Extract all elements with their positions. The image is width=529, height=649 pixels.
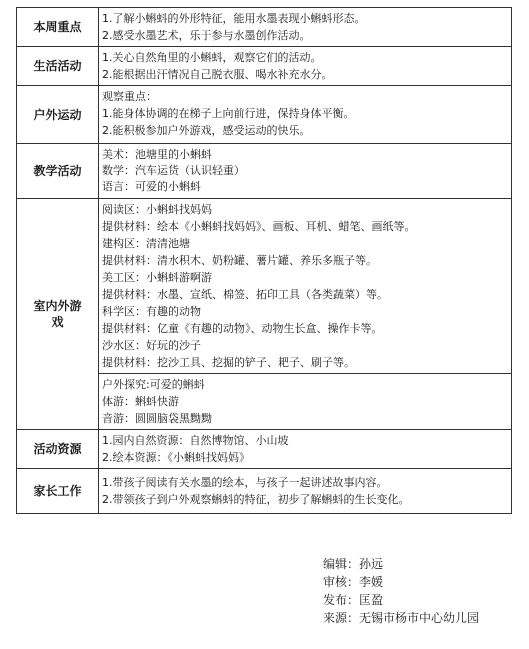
content-line: 2.带领孩子到户外观察蝌蚪的特征，初步了解蝌蚪的生长变化。 (102, 493, 410, 506)
content-line: 沙水区：好玩的沙子 (102, 339, 201, 352)
content-line: 2.感受水墨艺术，乐于参与水墨创作活动。 (102, 29, 311, 42)
content-line: 2.能根据出汗情况自己脱衣服、喝水补充水分。 (102, 68, 333, 81)
table-row (17, 47, 512, 86)
table-row (17, 430, 512, 469)
row-content-parents (99, 469, 512, 514)
row-label-outdoor: 户外运动 (17, 86, 99, 144)
source-credit: 来源：无锡市杨市中心幼儿园 (323, 611, 480, 625)
content-line: 提供材料：挖沙工具、挖掘的铲子、耙子、刷子等。 (102, 356, 355, 369)
content-line: 提供材料：绘本《小蝌蚪找妈妈》、画板、耳机、蜡笔、画纸等。 (102, 220, 416, 233)
content-line: 1.了解小蝌蚪的外形特征，能用水墨表现小蝌蚪形态。 (102, 12, 366, 25)
content-line: 音游：圆圆脑袋黑黝黝 (102, 412, 212, 425)
content-line: 2.绘本资源：《小蝌蚪找妈妈》 (102, 451, 250, 464)
content-line: 体游：蝌蚪快游 (102, 395, 179, 408)
content-line: 1.园内自然资源：自然博物馆、小山坡 (102, 434, 289, 447)
content-line: 语言：可爱的小蝌蚪 (102, 180, 201, 193)
table-row (17, 8, 512, 47)
content-line: 美工区：小蝌蚪游啊游 (102, 271, 212, 284)
table-row (17, 469, 512, 514)
publisher-credit: 发布：匡盈 (323, 593, 384, 607)
content-line: 1.关心自然角里的小蝌蚪，观察它们的活动。 (102, 51, 322, 64)
credits-footer (323, 555, 479, 627)
content-line: 观察重点： (102, 90, 157, 103)
row-content-focus (99, 8, 512, 47)
row-content-teaching (99, 144, 512, 199)
editor-credit: 编辑：孙远 (323, 557, 384, 571)
reviewer-credit: 审核：李媛 (323, 575, 384, 589)
row-label-games: 室内外游戏 (17, 199, 99, 430)
content-line: 数学：汽车运货（认识轻重） (102, 164, 245, 177)
row-label-life: 生活活动 (17, 47, 99, 86)
row-content-life (99, 47, 512, 86)
row-content-games-areas (99, 199, 512, 374)
content-line: 1.带孩子阅读有关水墨的绘本，与孩子一起讲述故事内容。 (102, 476, 388, 489)
weekly-plan-table (16, 7, 512, 514)
table-row (17, 199, 512, 374)
content-line: 户外探究:可爱的蝌蚪 (102, 378, 205, 391)
row-label-focus: 本周重点 (17, 8, 99, 47)
content-line: 提供材料：水墨、宣纸、棉签、拓印工具（各类蔬菜）等。 (102, 288, 388, 301)
content-line: 1.能身体协调的在梯子上向前行进，保持身体平衡。 (102, 107, 355, 120)
row-content-resources (99, 430, 512, 469)
content-line: 提供材料：清水积木、奶粉罐、薯片罐、养乐多瓶子等。 (102, 254, 377, 267)
content-line: 建构区：清清池塘 (102, 237, 190, 250)
row-label-teaching: 教学活动 (17, 144, 99, 199)
row-content-games-outdoor (99, 374, 512, 430)
table-row (17, 86, 512, 144)
content-line: 2.能积极参加户外游戏，感受运动的快乐。 (102, 124, 311, 137)
row-content-outdoor (99, 86, 512, 144)
table-row (17, 144, 512, 199)
content-line: 提供材料：亿童《有趣的动物》、动物生长盒、操作卡等。 (102, 322, 383, 335)
row-label-resources: 活动资源 (17, 430, 99, 469)
row-label-parents: 家长工作 (17, 469, 99, 514)
content-line: 美术：池塘里的小蝌蚪 (102, 148, 212, 161)
content-line: 科学区：有趣的动物 (102, 305, 201, 318)
content-line: 阅读区：小蝌蚪找妈妈 (102, 203, 212, 216)
